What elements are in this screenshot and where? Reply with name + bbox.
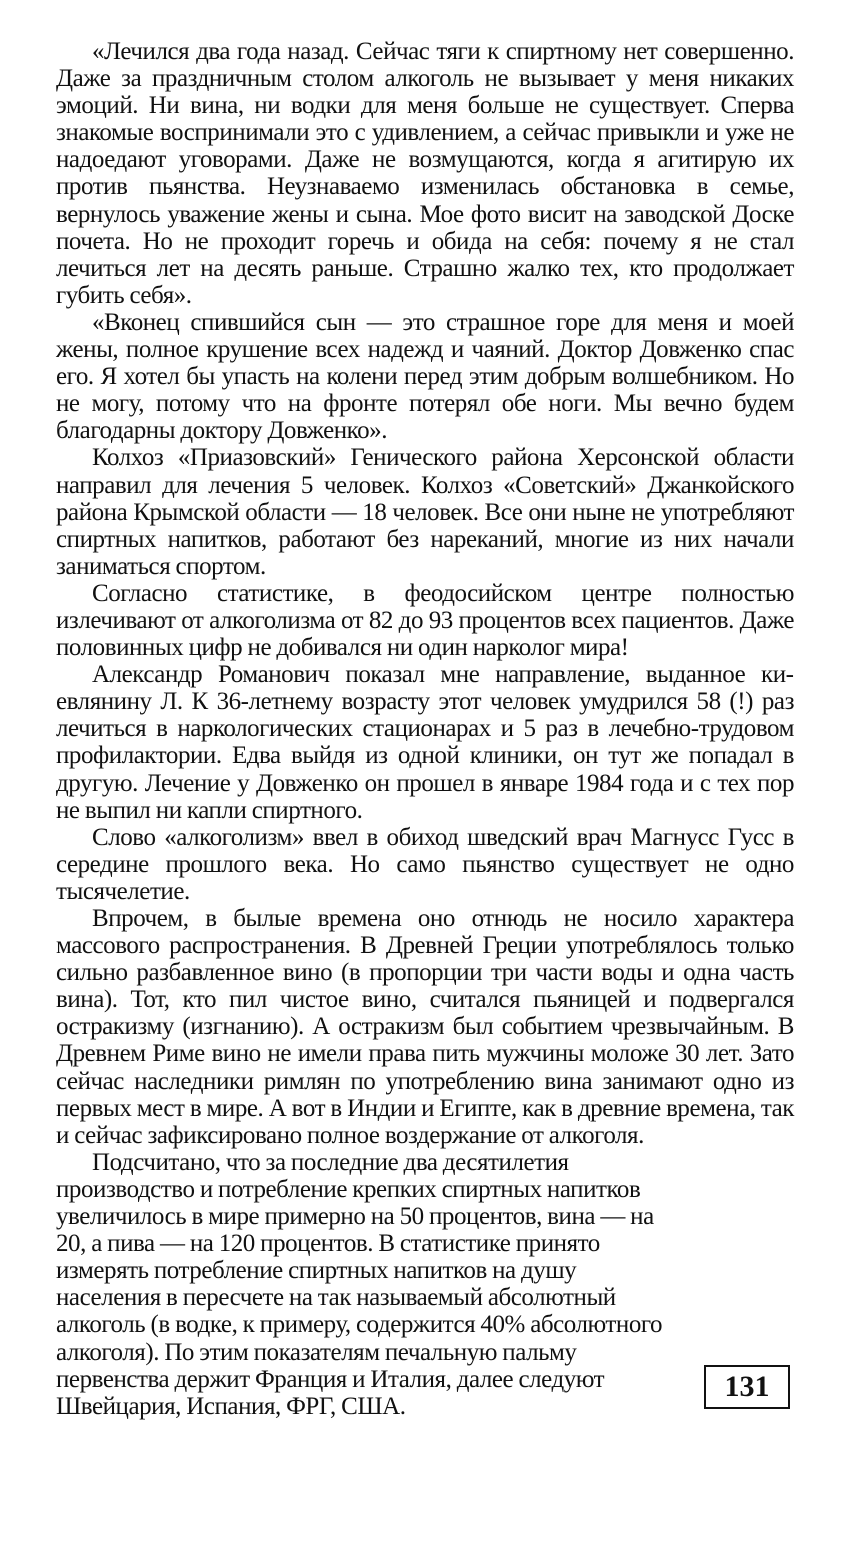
page-body bbox=[56, 38, 794, 1420]
paragraph-testimonial-patient: «Лечился два года назад. Сейчас тяги к спиртному нет совершенно. Даже за праздничным столом алкоголь не вызывает у меня никаких эмоций. Ни вина, ни водки для меня больше не существует. Сперва знакомые воспринимали это с удивлением, а сейчас привыкли и уже не надоедают уговорами. Даже не возмущаются, когда я агитирую их против пьянства. Неузнаваемо изменилась обстановка в семье, вернулось уважение жены и сына. Мое фото висит на заводской Доске почета. Но не проходит горечь и обида на себя: почему я не стал лечиться лет на десять раньше. Страшно жалко тех, кто продолжает губить себя». bbox=[56, 38, 794, 309]
paragraph-statistics: Согласно статистике, в феодосийском центре полностью излечивают от алкоголизма от 82 до 93 процентов всех пациентов. Даже половинных цифр не добивался ни один нарколог мира! bbox=[56, 579, 794, 662]
paragraph-kiev-patient: Александр Романович показал мне направление, выданное киевлянину Л. К 36-летнему возрасту этот человек умудрился 58 (!) раз лечиться в наркологических стационарах и 5 раз в лечебно-трудовом профилактории. Едва выйдя из одной клиники, он тут же попадал в другую. Лечение у Довженко он прошел в январе 1984 года и с тех пор не выпил ни капли спиртного. bbox=[56, 661, 794, 824]
paragraph-testimonial-parent: «Вконец спившийся сын — это страшное горе для меня и моей жены, полное крушение всех надежд и чаяний. Доктор Довженко спас его. Я хотел бы упасть на колени перед этим добрым волшебником. Но не могу, потому что на фронте потерял обе ноги. Мы вечно будем благодарны доктору Довженко». bbox=[56, 308, 794, 445]
paragraph-history: Впрочем, в былые времена оно отнюдь не носило характера массового распространения. В Древней Греции употреблялось только сильно разбавленное вино (в пропорции три части воды и одна часть вина). Тот, кто пил чистое вино, считался пьяницей и подвергался остракизму (изгнанию). А остракизм был событием чрезвычайным. В Древнем Риме вино не имели права пить мужчины моложе 30 лет. Зато сейчас наследники римлян по употреблению вина занимают одно из первых мест в мире. А вот в Индии и Египте, как в древние времена, так и сейчас зафиксировано полное воздержание от алкоголя. bbox=[56, 905, 794, 1149]
page-number: 131 bbox=[704, 1365, 790, 1409]
paragraph-collective-farms: Колхоз «Приазовский» Генического района Херсонской области направил для лечения 5 человек. Колхоз «Советский» Джанкойского района Крымской области — 18 человек. Все они ныне не употребляют спиртных напитков, работают без нареканий, многие из них начали заниматься спортом. bbox=[56, 444, 794, 580]
paragraph-term-origin: Слово «алкоголизм» ввел в обиход шведский врач Магнусс Гусс в середине прошлого века. Но само пьянство существует не одно тысячелетие. bbox=[56, 823, 794, 905]
paragraph-consumption: Подсчитано, что за последние два десятилетия производство и потребление крепких спиртных напитков увеличилось в мире примерно на 50 процентов, вина — на 20, а пива — на 120 процентов. В статистике принято измерять потребление спиртных напитков на душу населения в пересчете на так называемый абсолютный алкоголь (в водке, к примеру, содержится 40% абсолютного алкоголя). По этим показателям печальную пальму первенства держит Франция и Италия, далее следуют Швейцария, Испания, ФРГ, США. bbox=[56, 1148, 663, 1420]
